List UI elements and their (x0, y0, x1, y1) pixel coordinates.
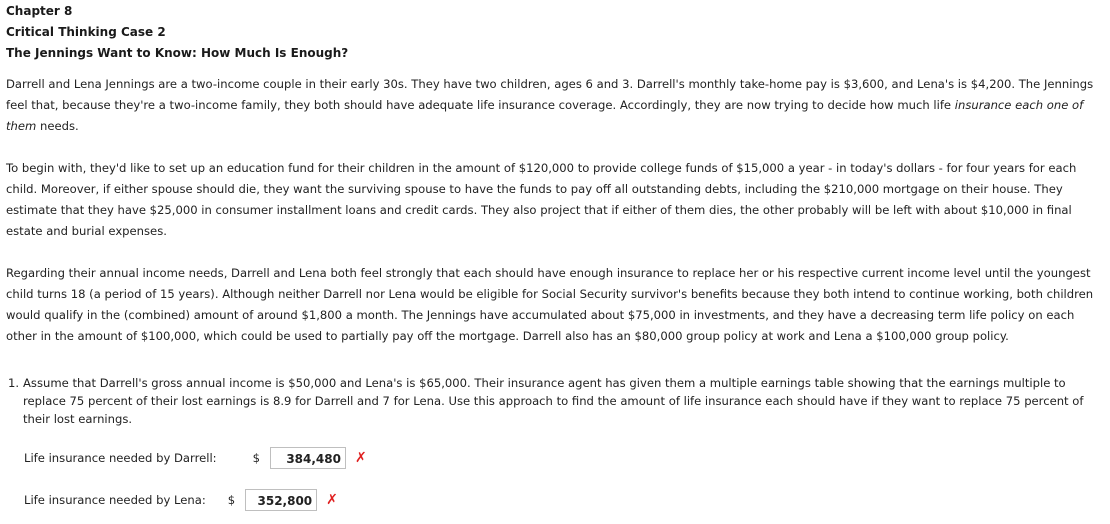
paragraph-intro-text: Darrell and Lena Jennings are a two-income couple in their early 30s. They have two children, ages 6 and 3. Darrell's monthly take-home pay is $3,600, and Lena's is $4,200. The Jennings feel that, because they're a two-income family, they both should have adequate life insurance coverage. Accordingly, they are now trying to decide how much life (6, 77, 1094, 112)
answer-row-darrell (24, 446, 367, 470)
darrell-answer-input[interactable]: 384,480 (270, 447, 346, 469)
incorrect-icon: ✗ (326, 492, 338, 508)
darrell-currency: $ (252, 451, 260, 465)
case-label: Critical Thinking Case 2 (6, 25, 166, 39)
paragraph-income-needs-text: Regarding their annual income needs, Darrell and Lena both feel strongly that each should have enough insurance to replace her or his respective current income level until the youngest child turns 18 (a period of 15 years). Although neither Darrell nor Lena would be eligible for Social Security survivor's benefits because they both intend to continue working, both children would qualify in the (combined) amount of around $1,800 a month. The Jennings have accumulated about $75,000 in investments, and they have a decreasing term life policy on each other in the amount of $100,000, which could be used to partially pay off the mortgage. Darrell also has an $80,000 group policy at work and Lena a $100,000 group policy. (6, 266, 1094, 343)
paragraph-intro (6, 74, 1108, 137)
chapter-label: Chapter 8 (6, 4, 73, 18)
lena-label: Life insurance needed by Lena: (24, 493, 206, 507)
incorrect-icon: ✗ (354, 450, 367, 466)
paragraph-intro-italic: insurance each one of them (6, 98, 1084, 133)
answer-row-lena (24, 488, 338, 512)
paragraph-goals (6, 158, 1108, 242)
question-number: 1. (8, 376, 20, 390)
question-text: Assume that Darrell's gross annual income is $50,000 and Lena's is $65,000. Their insurance agent has given them a multiple earnings table showing that the earnings multiple to replace 75 percent of their lost earnings is 8.9 for Darrell and 7 for Lena. Use this approach to find the amount of life insurance each should have if they want to replace 75 percent of their lost earnings. (23, 376, 1084, 426)
lena-currency: $ (227, 493, 236, 507)
case-title: The Jennings Want to Know: How Much Is Enough? (6, 46, 349, 60)
paragraph-income-needs (6, 263, 1108, 347)
lena-answer-input[interactable]: 352,800 (245, 489, 317, 511)
paragraph-goals-text: To begin with, they'd like to set up an education fund for their children in the amount of $120,000 to provide college funds of $15,000 a year - in today's dollars - for four years for each child. Moreover, if either spouse should die, they want the surviving spouse to have the funds to pay off all outstanding debts, including the $210,000 mortgage on their house. They estimate that they have $25,000 in consumer installment loans and credit cards. They also project that if either of them dies, the other probably will be left with about $10,000 in final estate and burial expenses. (6, 161, 1077, 238)
darrell-label: Life insurance needed by Darrell: (24, 451, 217, 465)
paragraph-intro-end: needs. (36, 119, 79, 133)
question-1 (8, 374, 1098, 428)
